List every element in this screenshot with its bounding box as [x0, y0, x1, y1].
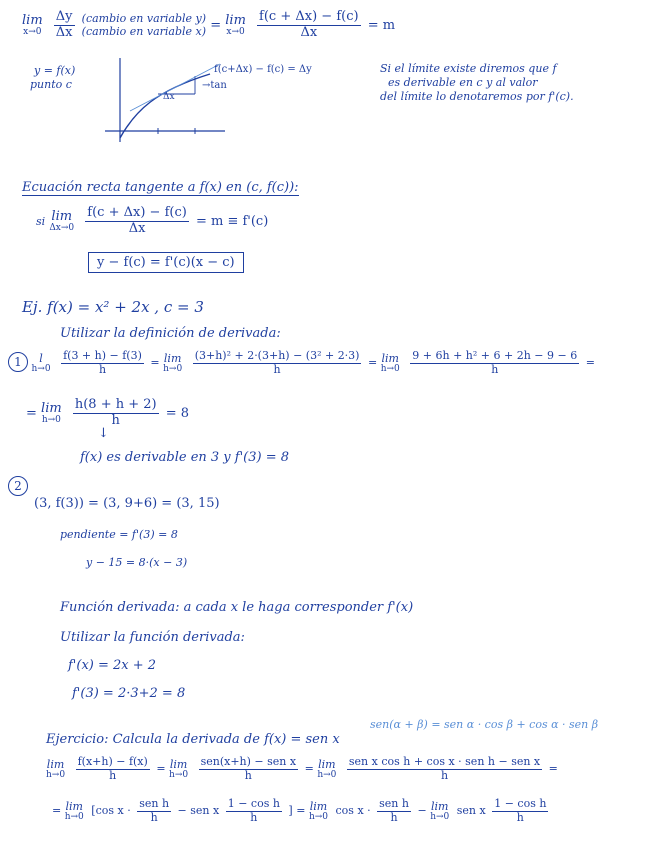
graph-point-label: punto c — [30, 78, 72, 91]
definition-row: lim x→0 $\frac{\Delta y}{\Delta x}$ (cambio en variable y) (cambio en variable x) = lim x→0 $\frac{f(c + \Delta x) - f(c)}{\Delta x}$ = m — [22, 9, 396, 40]
exercise-row-2: = lim h→0 [cos x · $\frac{\text{sen h}}{h}$ − sen x $\frac{\text{1 − cos h}}{h}$ ] = lim h→0 cos x · $\frac{\text{sen h}}{h}$ − lim h→0 sen x $\frac{\text{1 − cos h}}{h}$ — [52, 797, 547, 824]
example-heading: Ej. f(x) = x² + 2x , c = 3 — [22, 298, 204, 316]
derived-function-title: Función derivada: a cada x le haga corresponder f'(x) — [60, 600, 414, 615]
down-arrow: ↓ — [98, 426, 109, 441]
slope-line: pendiente = f'(3) = 8 — [60, 528, 178, 541]
derivable-conclusion: f(x) es derivable en 3 y f'(3) = 8 — [80, 450, 290, 465]
step-1-simplify: = lim h→0 $\frac{h(8 + h + 2)}{h}$ = 8 — [26, 397, 190, 428]
tan-label: →tan — [202, 80, 227, 91]
variable-notes: (cambio en variable y) (cambio en variable x) — [81, 12, 207, 39]
difference-quotient: $\frac{f(c + \Delta x) - f(c)}{\Delta x}$ — [259, 9, 359, 40]
derived-f3: f'(3) = 2·3+2 = 8 — [72, 686, 186, 701]
graph-y-label: y = f(x) — [34, 64, 76, 77]
tangent-line-equation: y − f(c) = f'(c)(x − c) — [88, 252, 244, 273]
tangent-heading: Ecuación recta tangente a f(x) en (c, f(c)): — [22, 180, 299, 195]
step-1-badge: 1 — [8, 352, 28, 372]
limit-operator-2: lim x→0 — [225, 13, 246, 38]
limit-operator: lim x→0 — [22, 13, 43, 38]
exercise-title: Ejercicio: Calcula la derivada de f(x) = sen x — [46, 732, 340, 747]
sum-identity: sen(α + β) = sen α · cos β + cos α · sen β — [370, 718, 599, 731]
use-derived-function: Utilizar la función derivada: — [60, 630, 245, 645]
delta-x-label: Δx — [163, 92, 175, 102]
point-coordinates: (3, f(3)) = (3, 9+6) = (3, 15) — [34, 496, 220, 511]
derived-fx: f'(x) = 2x + 2 — [68, 658, 157, 673]
step-2-badge-wrap — [8, 476, 28, 496]
use-definition: Utilizar la definición de derivada: — [60, 326, 281, 341]
secant-label: f(c+Δx) − f(c) = Δy — [214, 64, 312, 75]
step-2-badge: 2 — [8, 476, 28, 496]
exercise-row-1: lim h→0 $\frac{f(x+h) - f(x)}{h}$ = lim h→0 $\frac{\text{sen(x+h) − sen x}}{h}$ = lim h→0 $\frac{\text{sen x cos h + cos x · sen h − sen x}}{h}$ = — [46, 755, 558, 782]
tangent-result: y − 15 = 8·(x − 3) — [86, 556, 188, 569]
delta-fraction: $\frac{\Delta y}{\Delta x}$ — [55, 9, 73, 40]
derivative-note: Si el límite existe diremos que f es derivable en c y al valor del límite lo denotaremos por f'(c). — [380, 62, 574, 103]
tangent-limit-row: si lim Δx→0 $\frac{f(c + \Delta x) - f(c)}{\Delta x}$ = m ≡ f'(c) — [36, 205, 269, 236]
step-1-row: 1 l h→0 $\frac{f(3 + h) - f(3)}{h}$ = lim h→0 $\frac{\text{(3+h)² + 2·(3+h) − (3² + 2·3)}}{h}$ = lim h→0 $\frac{\text{9 + 6h + h² + 6 + 2h − 9 − 6}}{h}$ = — [8, 350, 595, 376]
